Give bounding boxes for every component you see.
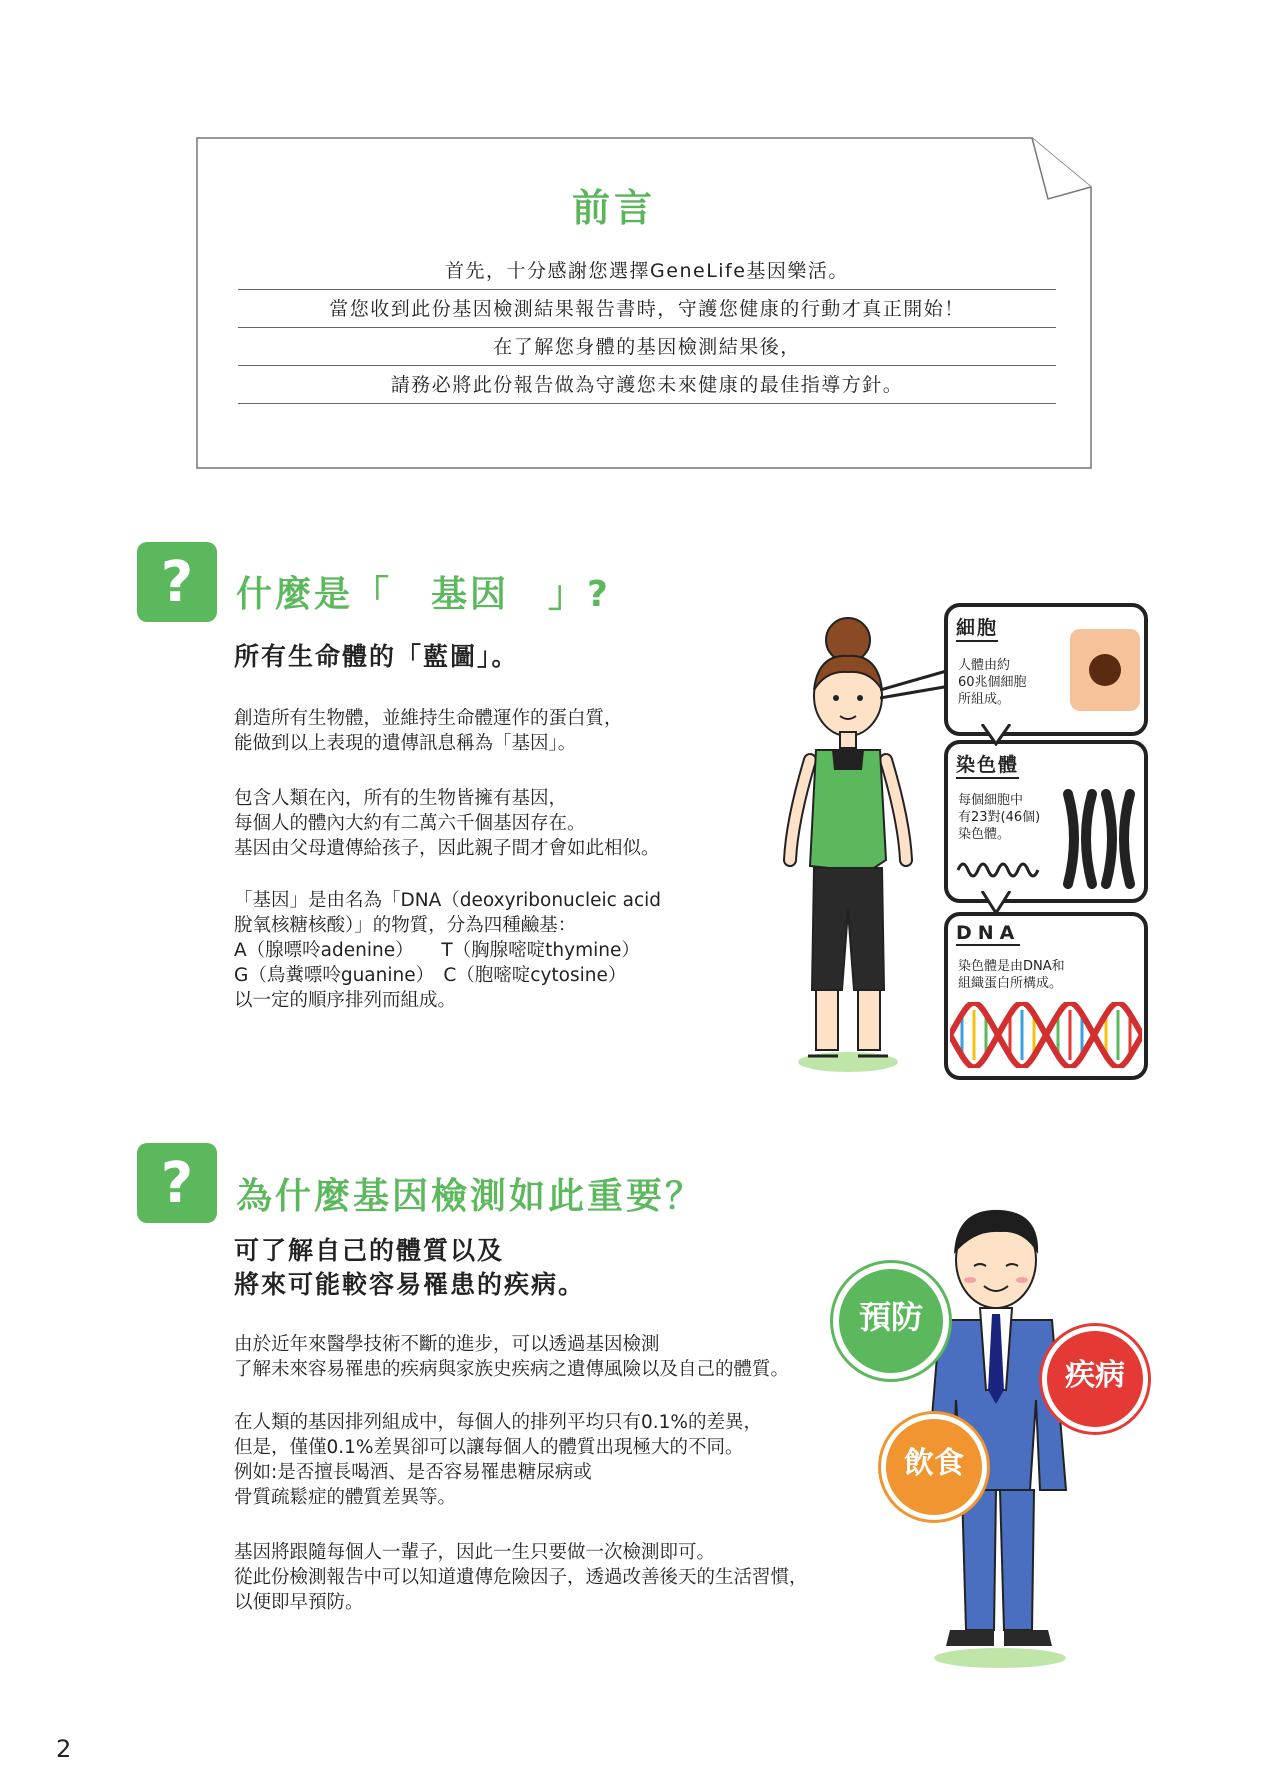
chromosome-panel-text: 每個細胞中 有23對(46個) 染色體。 — [958, 793, 1041, 842]
chromosome-icon — [956, 788, 1140, 892]
panel-connector — [976, 724, 1016, 746]
question-badge: ? — [137, 542, 217, 622]
preface-box — [196, 137, 1092, 469]
question-badge: ? — [137, 1143, 217, 1223]
cell-panel-title: 細胞 — [956, 613, 998, 642]
paragraph: 創造所有生物體，並維持生命體運作的蛋白質， 能做到以上表現的遺傳訊息稱為「基因」。 — [234, 708, 623, 754]
preface-line: 請務必將此份報告做為守護您未來健康的最佳指導方針。 — [238, 367, 1056, 404]
paragraph: 在人類的基因排列組成中，每個人的排列平均只有0.1%的差異， 但是，僅僅0.1%差異卻可以讓每個人的體質出現極大的不同。 例如:是否擅長喝酒、是否容易罹患糖尿病或 骨質疏鬆症的體質差異等。 — [234, 1412, 763, 1508]
paragraph: 「基因」是由名為「DNA（deoxyribonucleic acid 脫氧核糖核酸）」的物質，分為四種鹼基： A（腺嘌呤adenine） T（胸腺嘧啶thymine） G（鳥糞嘌呤guanine） C（胞嘧啶cytosine） 以一定的順序排列而組成。 — [234, 890, 662, 1011]
paragraph: 基因將跟隨每個人一輩子，因此一生只要做一次檢測即可。 從此份檢測報告中可以知道遺傳危險因子，透過改善後天的生活習慣， 以便即早預防。 — [234, 1542, 808, 1613]
prevention-badge: 預防 — [833, 1263, 949, 1379]
section-title: 什麼是「 基因 」? — [236, 574, 611, 615]
paragraph: 包含人類在內，所有的生物皆擁有基因， 每個人的體內大約有二萬六千個基因存在。 基因由父母遺傳給孩子，因此親子間才會如此相似。 — [234, 788, 660, 859]
dna-panel — [944, 912, 1148, 1080]
diet-badge: 飲食 — [881, 1414, 987, 1520]
section-subtitle: 可了解自己的體質以及 將來可能較容易罹患的疾病。 — [234, 1236, 586, 1299]
disease-badge: 疾病 — [1042, 1326, 1148, 1432]
dna-panel-title: DNA — [956, 922, 1021, 944]
chromosome-panel-title: 染色體 — [956, 750, 1019, 779]
preface-line: 首先，十分感謝您選擇GeneLife基因樂活。 — [238, 253, 1056, 290]
panel-connector — [976, 891, 1016, 915]
paragraph: 由於近年來醫學技術不斷的進步，可以透過基因檢測 了解未來容易罹患的疾病與家族史疾病之遺傳風險以及自己的體質。 — [234, 1334, 790, 1380]
section-subtitle: 所有生命體的「藍圖」。 — [234, 642, 519, 671]
cell-panel-text: 人體由約 60兆個細胞 所組成。 — [958, 658, 1027, 707]
preface-line: 在了解您身體的基因檢測結果後， — [238, 329, 1056, 366]
cell-panel — [944, 603, 1148, 736]
page-number: 2 — [56, 1735, 72, 1763]
dna-helix-icon — [950, 1002, 1142, 1068]
preface-line: 當您收到此份基因檢測結果報告書時，守護您健康的行動才真正開始！ — [238, 291, 1056, 328]
cell-icon — [1070, 629, 1140, 711]
dna-panel-text: 染色體是由DNA和 組織蛋白所構成。 — [958, 959, 1065, 991]
section-title: 為什麼基因檢測如此重要？ — [236, 1176, 705, 1217]
preface-title: 前言 — [571, 186, 656, 230]
chromosome-panel — [944, 740, 1148, 903]
